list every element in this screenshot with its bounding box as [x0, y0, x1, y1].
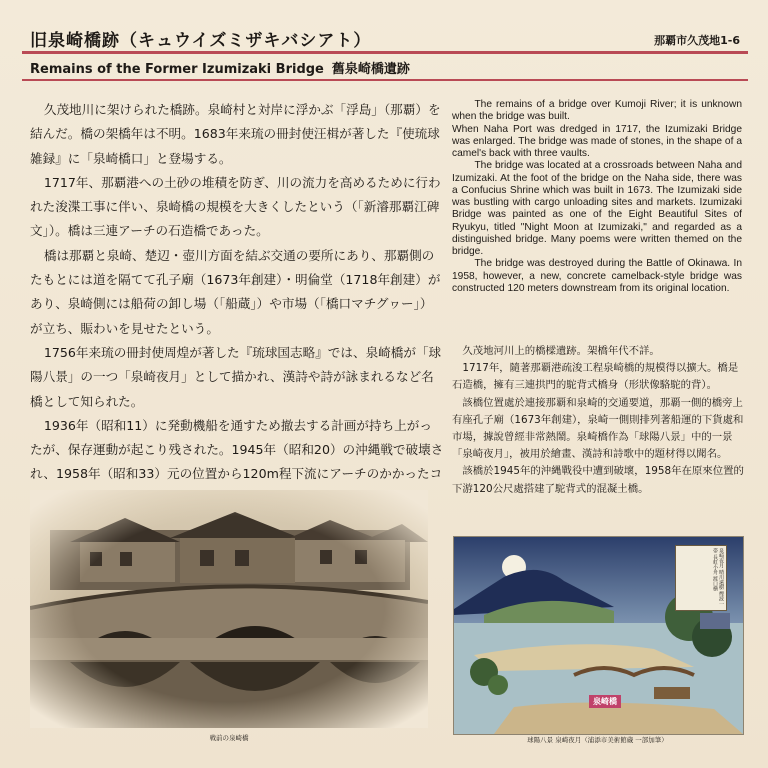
page-title-chinese: 舊泉崎橋遺跡: [331, 62, 410, 77]
chinese-paragraph: 1717年，隨著那覇港疏浚工程泉崎橋的規模得以擴大。橋是石造橋，擁有三連拱門的駝背式橋身（形狀像駱駝的背）。: [452, 362, 739, 392]
japanese-paragraph: 1936年（昭和11）に発動機船を通すため撤去する計画が持ち上がったが、保存運動が起こり残された。1945年（昭和20）の沖縄戦で破壊され、1958年（昭和33）元の位置から120m程下流にアーチのかかったコ: [30, 417, 444, 482]
photo-caption: 戦前の泉崎橋: [209, 734, 249, 742]
chinese-text-block: [452, 343, 744, 498]
woodblock-print: [453, 536, 744, 735]
chinese-paragraph: 久茂地河川上的橋樑遺跡。架橋年代不詳。: [462, 345, 660, 357]
bridge-photo-image: [30, 490, 428, 728]
bridge-label-tag: 泉崎橋: [589, 695, 621, 708]
japanese-paragraph: 久茂地川に架けられた橋跡。泉崎村と対岸に浮かぶ「浮島」（那覇）を結んだ。橋の架橋年は不明。1683年来琉の冊封使汪楫が著した『使琉球雑録』に「泉崎橋口」と登場する。: [30, 102, 441, 166]
english-paragraph: The remains of a bridge over Kumoji River; it is unknown when the bridge was built.: [452, 99, 742, 123]
page-title-english: Remains of the Former Izumizaki Bridge: [30, 62, 324, 77]
english-paragraph: The bridge was destroyed during the Battle of Okinawa. In 1958, however, a new, concrete camelback-style bridge was constructed 120 meters downstream from its original location.: [452, 258, 742, 294]
subtitle-divider: [22, 79, 748, 81]
print-caption: 球陽八景 泉崎夜月（浦添市美術館蔵 一部加筆）: [527, 736, 668, 744]
chinese-paragraph: 該橋於1945年的沖縄戰役中遭到破壞，1958年在原來位置的下游120公尺處搭建了駝背式的混凝土橋。: [452, 465, 744, 495]
location-address: 那覇市久茂地1-6: [654, 34, 740, 47]
page-title-japanese: 旧泉崎橋跡（キュウイズミザキバシアト）: [30, 31, 372, 51]
english-paragraph: The bridge was located at a crossroads between Naha and Izumizaki. At the foot of the bridge on the Naha side, there was a Confucius Shrine which was built in 1673. The Izumizaki side was bustling with cargo unloading sites and markets. Izumizaki Bridge was painted as one of the Eight Beautiful Sites of Ryukyu, titled "Night Moon at Izumizaki," and regarded as a distinguished bridge. Many poems were written themed on the bridge.: [452, 160, 742, 257]
english-text-block: [452, 99, 742, 295]
japanese-text-block: [30, 98, 444, 511]
title-divider: [22, 51, 748, 54]
chinese-paragraph: 該橋位置處於連接那覇和泉崎的交通要道，那覇一側的橋旁上有座孔子廟（1673年創建），泉崎一側則排列著船運的下貨處和市場，據說曾經非常熱鬧。泉崎橋作為「球陽八景」中的一景「泉崎夜月」，被用於繪畫、漢詩和詩歌中的題材得以聞名。: [452, 396, 744, 461]
japanese-paragraph: 橋は那覇と泉崎、楚辺・壺川方面を結ぶ交通の要所にあり、那覇側のたもとには道を隔てて孔子廟（1673年創建）・明倫堂（1718年創建）があり、泉崎側には船荷の卸し場（「船蔵」）や市場（「橋口マチグヮー」）が立ち、賑わいを見せたという。: [30, 247, 441, 336]
historic-bridge-photo: [30, 490, 428, 728]
subtitle: [30, 58, 410, 77]
japanese-paragraph: 1717年、那覇港への土砂の堆積を防ぎ、川の流力を高めるために行われた浚渫工事に伴い、泉崎橋の規模を大きくしたという（「新濬那覇江碑文」）。橋は三連アーチの石造橋であった。: [30, 174, 441, 239]
japanese-paragraph: 1756年来琉の冊封使周煌が著した『琉球国志略』では、泉崎橋が「球陽八景」の一つ「泉崎夜月」として描かれ、漢詩や詩が詠まれるなど名橋として知られた。: [30, 344, 442, 409]
title-bar: [20, 26, 748, 50]
english-paragraph: When Naha Port was dredged in 1717, the Izumizaki Bridge was enlarged. The bridge was made of stones, in the shape of a camel's back with three vaults.: [452, 123, 742, 159]
print-poem-panel: 泉崎夜月 晴川遠樹 煙波一帯 長虹小舟 渡口横: [675, 545, 727, 611]
